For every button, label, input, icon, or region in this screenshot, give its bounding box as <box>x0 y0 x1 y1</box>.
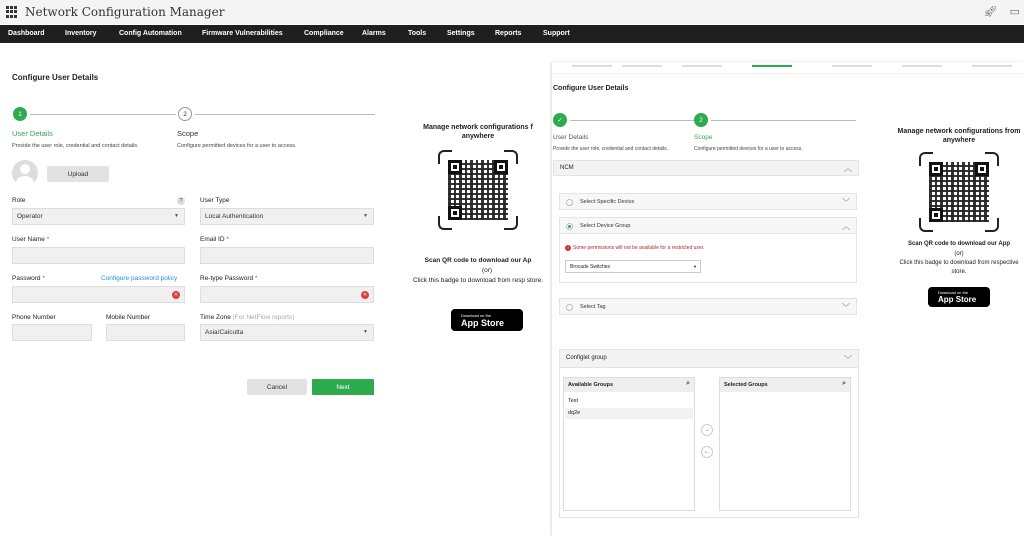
radio-tag[interactable] <box>566 304 573 311</box>
restricted-user-warning <box>565 245 704 251</box>
list-item[interactable]: Test <box>568 398 579 404</box>
nav-alarms[interactable]: Alarms <box>362 30 386 37</box>
retype-password-label <box>200 275 257 282</box>
app-title: Network Configuration Manager <box>25 5 225 19</box>
step-1-desc: Provide the user role, credential and contact details. <box>553 146 669 152</box>
email-label-text: Email ID <box>200 236 225 243</box>
step-1-desc: Provide the user role, credential and contact details. <box>12 143 139 149</box>
password-input[interactable] <box>12 286 185 303</box>
timezone-select[interactable] <box>200 324 374 341</box>
app-store-badge[interactable] <box>928 287 990 307</box>
ncm-section-header[interactable] <box>553 160 859 176</box>
user-type-label: User Type <box>200 197 230 204</box>
apps-grid-icon[interactable] <box>6 6 18 18</box>
selected-groups-header <box>720 378 850 392</box>
warning-text: Some permissions will not be available for a restricted user. <box>573 245 705 251</box>
role-select[interactable] <box>12 208 185 225</box>
phone-input[interactable] <box>12 324 92 341</box>
step-1-label: User Details <box>12 129 53 138</box>
qr-code <box>438 150 518 230</box>
nav-inventory[interactable]: Inventory <box>65 30 97 37</box>
user-name-label <box>12 236 49 243</box>
caret-down-icon: ▼ <box>174 213 179 219</box>
promo-scan-text: Scan QR code to download our Ap <box>424 257 532 264</box>
step-2-label: Scope <box>694 134 713 141</box>
timezone-value: Asia/Calcutta <box>205 329 244 336</box>
step-2-label: Scope <box>177 129 199 138</box>
avatar <box>12 160 38 186</box>
password-label <box>12 275 45 282</box>
screen-icon[interactable]: ▭ <box>1009 6 1020 18</box>
promo-scan-text: Scan QR code to download our App <box>907 241 1011 247</box>
required-mark: * <box>42 275 45 282</box>
role-label: Role <box>12 197 26 204</box>
scope-page-title: Configure User Details <box>553 85 629 92</box>
badge-big-text: App Store <box>461 317 505 328</box>
qr-code <box>919 152 999 232</box>
user-name-input[interactable] <box>12 247 185 264</box>
step-2-desc: Configure permitted devices for a user to access. <box>694 146 803 152</box>
step-2-desc: Configure permitted devices for a user to access. <box>177 143 297 149</box>
badge-big-text: App Store <box>938 295 977 304</box>
promo-click-text: Click this badge to download from resp store. <box>412 277 544 284</box>
chevron-down-icon: ﹀ <box>842 303 850 312</box>
password-label-text: Password <box>12 275 41 282</box>
option-select-specific-device[interactable] <box>559 193 857 210</box>
selected-groups-title: Selected Groups <box>724 382 768 388</box>
caret-down-icon: ▼ <box>363 329 368 335</box>
option-label: Select Specific Device <box>580 199 635 205</box>
role-value: Operator <box>17 213 43 220</box>
badge-small-text: Download on the <box>938 290 969 295</box>
available-groups-title: Available Groups <box>568 382 614 388</box>
retype-password-input[interactable] <box>200 286 374 303</box>
app-store-badge[interactable] <box>451 309 523 331</box>
device-group-value: Brocade Switches <box>570 264 611 270</box>
ncm-label: NCM <box>560 165 574 171</box>
step-connector <box>711 120 856 121</box>
nav-support[interactable]: Support <box>543 30 570 37</box>
timezone-label <box>200 314 294 321</box>
promo-title: Manage network configurations f anywhere <box>423 124 533 140</box>
nav-config-automation[interactable]: Config Automation <box>119 30 182 37</box>
move-right-button[interactable]: → <box>701 424 713 436</box>
promo-or-text: (or) <box>954 251 964 257</box>
device-group-select[interactable] <box>565 260 701 273</box>
list-item[interactable]: dq2e <box>565 408 693 419</box>
user-name-label-text: User Name <box>12 236 45 243</box>
step-1-indicator: 1 <box>13 107 27 121</box>
promo-title: Manage network configurations from anywhere <box>897 128 1021 144</box>
step-1-complete-icon: ✓ <box>553 113 567 127</box>
configlet-label: Configlet group <box>566 355 607 361</box>
required-mark: * <box>226 236 229 243</box>
required-mark: * <box>46 236 50 243</box>
caret-down-icon: ▼ <box>693 264 697 269</box>
option-label: Select Device Group <box>580 223 631 229</box>
chevron-down-icon: ﹀ <box>842 198 850 207</box>
search-icon[interactable]: ⌕ <box>686 380 690 387</box>
option-select-device-group[interactable] <box>559 217 857 234</box>
error-icon: ✕ <box>362 292 368 298</box>
step-1-label: User Details <box>553 134 589 141</box>
email-label <box>200 236 229 243</box>
title-bar <box>0 0 1024 24</box>
available-groups-list <box>563 377 695 511</box>
nav-firmware-vulnerabilities[interactable]: Firmware Vulnerabilities <box>202 30 283 37</box>
promo-click-text: Click this badge to download from respective store. <box>899 260 1019 275</box>
device-group-body <box>559 234 857 283</box>
step-connector <box>570 120 694 121</box>
step-2-indicator: 2 <box>694 113 708 127</box>
step-connector <box>30 114 176 115</box>
email-field[interactable] <box>200 247 374 264</box>
warning-icon: ! <box>565 245 571 251</box>
badge-small-text: Download on the <box>461 312 492 318</box>
active-tab-indicator <box>0 43 1024 61</box>
mobile-label: Mobile Number <box>106 314 151 321</box>
mobile-input[interactable] <box>106 324 185 341</box>
required-mark: * <box>254 275 258 282</box>
move-left-button[interactable]: ← <box>701 446 713 458</box>
option-label: Select Tag <box>580 304 606 310</box>
configure-password-policy-link[interactable]: Configure password policy <box>101 275 178 282</box>
radio-device-group[interactable] <box>566 223 573 230</box>
caret-down-icon: ▼ <box>363 213 368 219</box>
nav-tools[interactable]: Tools <box>408 30 427 37</box>
cancel-button[interactable]: Cancel <box>247 379 307 395</box>
step-connector <box>195 114 375 115</box>
overlay-subnav <box>552 62 1024 74</box>
chevron-down-icon: ﹀ <box>844 355 852 364</box>
step-2-indicator: 2 <box>178 107 192 121</box>
help-icon[interactable]: ? <box>177 197 185 205</box>
next-button[interactable]: Next <box>312 379 374 395</box>
nav-settings[interactable]: Settings <box>447 30 475 37</box>
main-nav <box>0 25 1024 43</box>
timezone-hint: (For NetFlow reports) <box>232 314 295 321</box>
timezone-label-text: Time Zone <box>200 314 231 321</box>
chevron-up-icon: ︿ <box>842 222 850 231</box>
chevron-up-icon: ︿ <box>844 164 852 173</box>
user-type-select[interactable] <box>200 208 374 225</box>
option-select-tag[interactable] <box>559 298 857 315</box>
selected-groups-list <box>719 377 851 511</box>
nav-compliance[interactable]: Compliance <box>304 30 344 37</box>
radio-specific-device[interactable] <box>566 199 573 206</box>
phone-label: Phone Number <box>12 314 56 321</box>
configlet-group-header[interactable] <box>559 349 859 368</box>
retype-label-text: Re-type Password <box>200 275 254 282</box>
available-groups-header <box>564 378 694 392</box>
search-icon[interactable]: ⌕ <box>842 380 846 387</box>
rocket-icon[interactable]: 🚀︎ <box>983 6 998 18</box>
page-title: Configure User Details <box>12 73 99 82</box>
promo-or-text: (or) <box>481 267 493 274</box>
upload-button[interactable]: Upload <box>47 166 109 182</box>
error-icon: ✕ <box>173 292 179 298</box>
nav-reports[interactable]: Reports <box>495 30 522 37</box>
nav-dashboard[interactable]: Dashboard <box>8 30 45 37</box>
user-type-value: Local Authentication <box>205 213 264 220</box>
